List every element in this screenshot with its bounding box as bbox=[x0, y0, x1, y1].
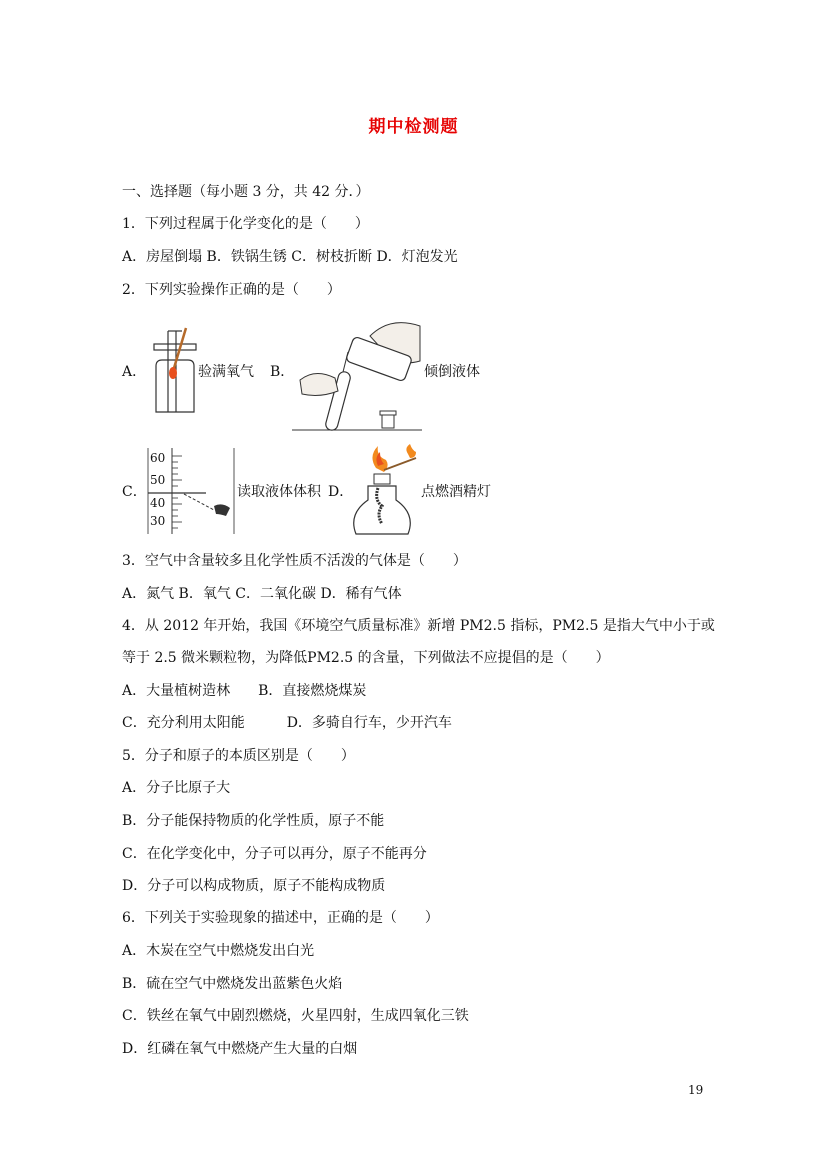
question-6-option-a: A．木炭在空气中燃烧发出白光 bbox=[122, 943, 315, 959]
question-3-stem: 3．空气中含量较多且化学性质不活泼的气体是（ ） bbox=[122, 553, 467, 569]
question-6-option-c: C．铁丝在氧气中剧烈燃烧，火星四射，生成四氧化三铁 bbox=[122, 1008, 469, 1024]
question-6-option-b: B．硫在空气中燃烧发出蓝紫色火焰 bbox=[122, 976, 343, 992]
question-2-option-b-letter: B． bbox=[270, 364, 295, 380]
cylinder-tick-60: 60 bbox=[150, 451, 166, 465]
question-5-option-c: C．在化学变化中，分子可以再分，原子不能再分 bbox=[122, 846, 427, 862]
question-4-stem-line-2: 等于 2.5 微米颗粒物，为降低PM2.5 的含量，下列做法不应提倡的是（ ） bbox=[122, 650, 610, 666]
question-2-option-c-text: 读取液体体积 bbox=[237, 484, 321, 500]
alcohol-lamp-figure bbox=[346, 444, 418, 536]
question-5-option-d: D．分子可以构成物质，原子不能构成物质 bbox=[122, 878, 386, 894]
gas-bottle-with-splint-figure bbox=[148, 326, 198, 416]
question-4-options-row-1: A．大量植树造林 B．直接燃烧煤炭 bbox=[122, 683, 367, 699]
question-2-option-c-letter: C． bbox=[122, 484, 147, 500]
section-heading: 一、选择题（每小题 3 分，共 42 分．） bbox=[122, 184, 370, 200]
question-5-stem: 5．分子和原子的本质区别是（ ） bbox=[122, 748, 355, 764]
question-1-stem: 1．下列过程属于化学变化的是（ ） bbox=[122, 216, 369, 232]
cylinder-tick-40: 40 bbox=[150, 496, 166, 510]
cylinder-tick-30: 30 bbox=[150, 514, 166, 528]
question-2-option-a-letter: A． bbox=[122, 364, 147, 380]
pouring-liquid-figure bbox=[290, 316, 424, 432]
question-5-option-a: A．分子比原子大 bbox=[122, 780, 231, 796]
page-title: 期中检测题 bbox=[368, 117, 459, 137]
question-5-option-b: B．分子能保持物质的化学性质，原子不能 bbox=[122, 813, 385, 829]
question-2-option-d-text: 点燃酒精灯 bbox=[421, 484, 491, 500]
question-2-option-a-text: 验满氧气 bbox=[198, 364, 254, 380]
question-4-options-row-2: C．充分利用太阳能 D．多骑自行车，少开汽车 bbox=[122, 715, 452, 731]
question-6-stem: 6．下列关于实验现象的描述中，正确的是（ ） bbox=[122, 910, 439, 926]
question-2-option-d-letter: D． bbox=[328, 484, 354, 500]
question-4-stem-line-1: 4．从 2012 年开始，我国《环境空气质量标准》新增 PM2.5 指标，PM2.5 是指大气中小于或 bbox=[122, 618, 715, 634]
question-1-options: A．房屋倒塌 B．铁锅生锈 C．树枝折断 D．灯泡发光 bbox=[122, 249, 458, 265]
cylinder-tick-50: 50 bbox=[150, 473, 166, 487]
question-6-option-d: D．红磷在氧气中燃烧产生大量的白烟 bbox=[122, 1041, 358, 1057]
question-2-option-b-text: 倾倒液体 bbox=[424, 364, 480, 380]
question-3-options: A．氮气 B．氧气 C．二氧化碳 D．稀有气体 bbox=[122, 586, 402, 602]
page-number: 19 bbox=[688, 1083, 704, 1097]
question-2-stem: 2．下列实验操作正确的是（ ） bbox=[122, 282, 341, 298]
